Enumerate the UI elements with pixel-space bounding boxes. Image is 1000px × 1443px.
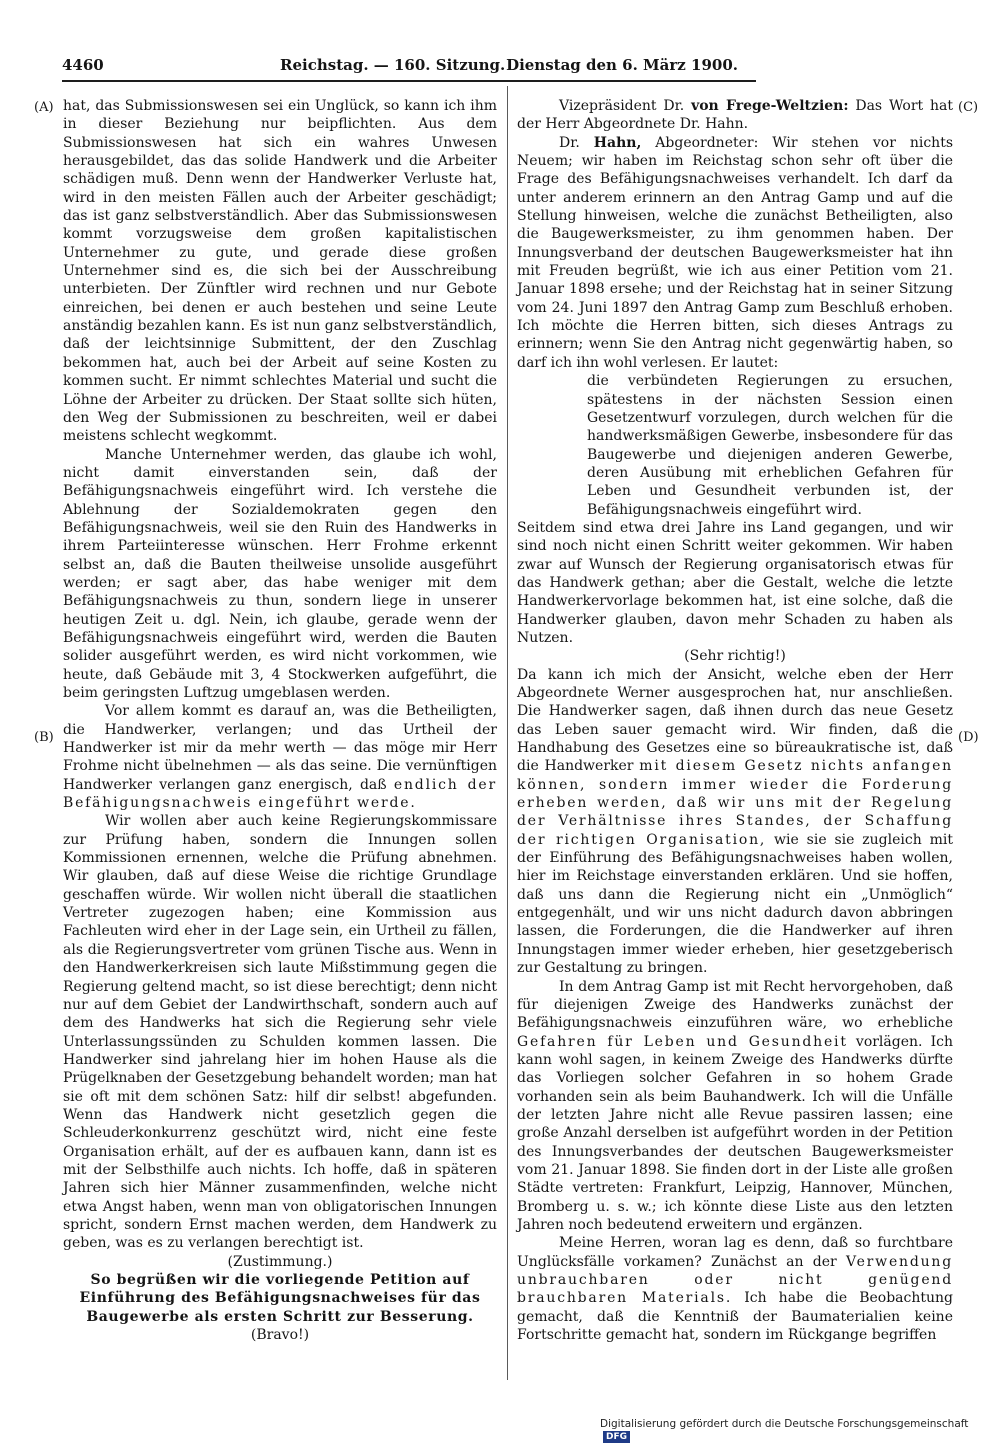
column-divider bbox=[507, 86, 508, 1380]
paragraph bbox=[517, 978, 953, 1235]
paragraph: Seitdem sind etwa drei Jahre ins Land gegangen, und wir sind noch nicht einen Schritt weiter gekommen. Wir haben zwar auf Wunsch der Regierung organisatorisch etwas für das Handwerk gethan; aber die Gestalt, welche die letzte Handwerkervorlage bekommen hat, ist eine solche, daß die Handwerker glauben, davon mehr Schaden zu haben als Nutzen. bbox=[517, 519, 953, 646]
margin-marker-d: (D) bbox=[958, 730, 979, 745]
emphasized-text: endlich der Befähigungsnachweis eingeführt werde. bbox=[63, 776, 497, 812]
page-header bbox=[62, 52, 738, 78]
margin-marker-c: (C) bbox=[958, 100, 979, 115]
paragraph: Wir wollen aber auch keine Regierungskommissare zur Prüfung haben, sondern die Innungen sollen Kommissionen ernennen, welche die Prüfung abnehmen. Wir glauben, daß auf diese Weise die richtige Grundlage geschaffen würde. Wir wollen nicht überall die staatlichen Vertreter zugezogen haben; eine Kommission aus Fachleuten wird eher in der Lage sein, ein Urtheil zu fällen, als die Regierungsvertreter vom grünen Tische aus. Wenn in den Handwerkerkreisen sich laute Mißstimmung gegen die Regierung geltend macht, so ist diese berechtigt; denn nicht nur auf dem Gebiet der Landwirthschaft, sondern auch auf dem des Handwerks hat sich die Regierung sehr viele Unterlassungssünden zu Schulden kommen lassen. Die Handwerker sind jahrelang hier im hohen Hause als die Prügelknaben der Gesetzgebung behandelt worden; man hat sie oft mit dem schönen Satz: hilf dir selbst! abgefunden. Wenn das Handwerk nicht gesetzlich gegen die Schleuderkonkurrenz geschützt wird, nicht eine feste Organisation erhält, auf der es aufbauen kann, dann ist es mit der Selbsthilfe auch nichts. Ich hoffe, daß in späteren Jahren sich hier Männer zusammenfinden, welche nicht etwa Angst haben, wenn man von obligatorischen Innungen spricht, sondern Ernst machen werden, dem Handwerk zu geben, was es zu verlangen berechtigt ist. bbox=[63, 813, 497, 1252]
paragraph: hat, das Submissionswesen sei ein Unglück, so kann ich ihm in dieser Beziehung nur beipflichten. Aus dem Submissionswesen hat sich ein wahres Unwesen herausgebildet, das das solide Handwerk und die Arbeiter schädigen muß. Denn wenn der Handwerker Verluste hat, wird in den meisten Fällen auch der Arbeiter geschädigt; das ist ganz selbstverständlich. Aber das Submissionswesen kommt vorzugsweise dem großen kapitalistischen Unternehmer zu gute, und gerade diese großen Unternehmer sind es, die sich bei der Ausschreibung unterbieten. Der Zünftler wird rechnen und nur Gebote einreichen, bei denen er auch bestehen und seine Leute anständig bezahlen kann. Es ist nun ganz selbstverständlich, daß der leichtsinnige Submittent, der den Zuschlag bekommen hat, auch bei der Arbeit auf seine Kosten zu kommen sucht. Er nimmt schlechtes Material und sucht die Löhne der Arbeiter zu drücken. Der Staat sollte sich hüten, den Weg der Submissionen zu beschreiten, weil er dabei meistens schlecht wegkommt. bbox=[63, 98, 497, 445]
running-title: Reichstag. — 160. Sitzung. bbox=[280, 56, 506, 74]
speaker-name: von Frege-Weltzien: bbox=[691, 98, 849, 114]
header-rule bbox=[62, 80, 756, 82]
interjection: (Zustimmung.) bbox=[227, 1253, 333, 1270]
paragraph bbox=[517, 1234, 953, 1344]
credit-text: Digitalisierung gefördert durch die Deutsche Forschungsgemeinschaft bbox=[600, 1418, 969, 1430]
session-date: Dienstag den 6. März 1900. bbox=[506, 56, 738, 74]
paragraph bbox=[517, 134, 953, 372]
paragraph-text: Das Wort hat der Herr Abgeordnete Dr. Hahn. bbox=[517, 98, 953, 133]
digitization-credit bbox=[600, 1418, 1000, 1443]
paragraph-text: vorlägen. Ich kann wohl sagen, in keinem Zweige des Handwerks dürfte das Vorliegen solcher Gefahren in so hohem Grade vorhanden sein als beim Bauhandwerk. Ich will die Unfälle der letzten Jahre nicht alle Revue passiren lassen; eine große Anzahl derselben ist aufgeführt worden in der Petition des Innungsverbandes der deutschen Baugewerksmeister vom 21. Januar 1898. Sie finden dort in der Liste alle großen Städte vertreten: Frankfurt, Leipzig, Hannover, München, Bromberg u. s. w.; ich könnte diese Liste aus den letzten Jahren noch bedeutend erweitern und ergänzen. bbox=[517, 1033, 954, 1233]
paragraph-text: Meine Herren, woran lag es denn, daß so furchtbare Unglücksfälle vorkamen? Zunächst an der bbox=[517, 1235, 953, 1270]
left-column bbox=[63, 97, 497, 1344]
emphasized-text: Gefahren für Leben und Gesundheit bbox=[517, 1033, 848, 1050]
speaker-name: Hahn, bbox=[593, 134, 642, 151]
interjection: (Sehr richtig!) bbox=[684, 648, 786, 665]
right-column bbox=[517, 97, 953, 1344]
paragraph-text: Da kann ich mich der Ansicht, welche eben der Herr Abgeordnete Werner ausgesprochen hat, nur anschließen. Die Handwerker sagen, daß ihnen durch das neue Gesetz das Leben sauer gemacht wird. Wir finden, daß die Handhabung des Gesetzes eine so büreaukratische ist, daß die Handwerker bbox=[517, 666, 953, 775]
emphasized-text: Verwendung unbrauchbaren oder nicht genügend brauchbaren Materials. bbox=[517, 1253, 953, 1307]
paragraph bbox=[517, 666, 953, 978]
quoted-motion: die verbündeten Regierungen zu ersuchen, spätestens in der nächsten Session einen Gesetzentwurf vorzulegen, durch welchen für die handwerksmäßigen Gewerbe, insbesondere für das Baugewerbe und diejenigen anderen Gewerbe, deren Ausübung mit erheblichen Gefahren für Leben und Gesundheit verbunden ist, der Befähigungsnachweis eingeführt wird. bbox=[587, 373, 953, 518]
speaker-title: Dr. bbox=[559, 134, 580, 151]
paragraph bbox=[517, 97, 953, 134]
paragraph-text: Vor allem kommt es darauf an, was die Betheiligten, die Handwerker, verlangen; und das Urtheil der Handwerker ist mir da mehr werth — das möge mir Herr Frohme nicht übelnehmen — als das seine. Die vernünftigen Handwerker verlangen ganz energisch, daß bbox=[63, 703, 497, 793]
paragraph bbox=[63, 702, 497, 812]
margin-marker-b: (B) bbox=[34, 730, 54, 745]
emphasized-text: mit diesem Gesetz nichts anfangen können, sondern immer wieder die Forderung erheben werden, daß wir uns mit der Regelung der Verhältnisse ihres Standes, der Schaffung der richtigen Organisation, bbox=[517, 758, 953, 848]
paragraph-text: Ich habe die Beobachtung gemacht, daß die Kenntniß der Baumaterialien keine Fortschritte gemacht hat, sondern im Rückgange begriffen bbox=[517, 1290, 953, 1344]
margin-marker-a: (A) bbox=[34, 100, 54, 115]
paragraph-text: In dem Antrag Gamp ist mit Recht hervorgehoben, daß für diejenigen Zweige des Handwerks zunächst der Befähigungsnachweis einzuführen wäre, wo erhebliche bbox=[517, 978, 953, 1032]
paragraph: Manche Unternehmer werden, das glaube ich wohl, nicht damit einverstanden sein, daß der Befähigungsnachweis eingeführt wird. Ich verstehe die Ablehnung der Sozialdemokraten gegen den Befähigungsnachweis, weil sie den Ruin des Handwerks in ihrem Parteiinteresse wünschen. Herr Frohme erkennt selbst an, daß die Bauten theilweise unsolide ausgeführt werden; er sagt aber, das habe weniger mit dem Befähigungsnachweis zu thun, sondern liege in unserer heutigen Zeit u. dgl. Nein, ich glaube, gerade wenn der Befähigungsnachweis eingeführt wird, werden die Bauten solider ausgeführt werden, es wird nicht vorkommen, wie heute, daß Gebäude mit 3, 4 Stockwerken aufgeführt, die beim geringsten Luftzug umgeblasen werden. bbox=[63, 446, 497, 701]
speaker-title: Vizepräsident Dr. bbox=[559, 98, 685, 114]
paragraph-text: wie sie sie zugleich mit der Einführung des Befähigungsnachweises haben wollen, hier im Reichstage einverstanden erklären. Und sie hoffen, daß uns dann die Regierung nicht ein „Unmöglich“ entgegenhält, und wir uns nicht dadurch davon abbringen lassen, die Forderungen, die die Handwerker auf ihren Innungstagen immer wieder erheben, hier gesetzgeberisch zur Gestaltung zu bringen. bbox=[517, 831, 953, 977]
paragraph-text: Abgeordneter: Wir stehen vor nichts Neuem; wir haben im Reichstag schon sehr oft über die Frage des Befähigungsnachweises verhandelt. Ich darf da unter anderem erinnern an den Antrag Gamp und auf die Stellung hinweisen, welche die zunächst Betheiligten, also die Baugewerksmeister, zu ihm genommen haben. Der Innungsverband der deutschen Baugewerksmeister hat ihn mit Freuden begrüßt, wie ich aus einer Petition vom 21. Januar 1898 ersehe; und der Reichstag hat in seiner Sitzung vom 24. Juni 1897 den Antrag Gamp zum Beschluß erhoben. Ich möchte die Herren bitten, sich dieses Antrags zu erinnern; wenn Sie den Antrag nicht gegenwärtig haben, so darf ich ihn wohl verlesen. Er lautet: bbox=[517, 134, 954, 371]
dfg-logo-icon: DFG bbox=[603, 1431, 630, 1443]
closing-statement: So begrüßen wir die vorliegende Petition auf Einführung des Befähigungsnachweises für das Baugewerbe als ersten Schritt zur Besserung. bbox=[79, 1272, 481, 1325]
interjection: (Bravo!) bbox=[250, 1327, 310, 1344]
page-number: 4460 bbox=[62, 56, 104, 74]
